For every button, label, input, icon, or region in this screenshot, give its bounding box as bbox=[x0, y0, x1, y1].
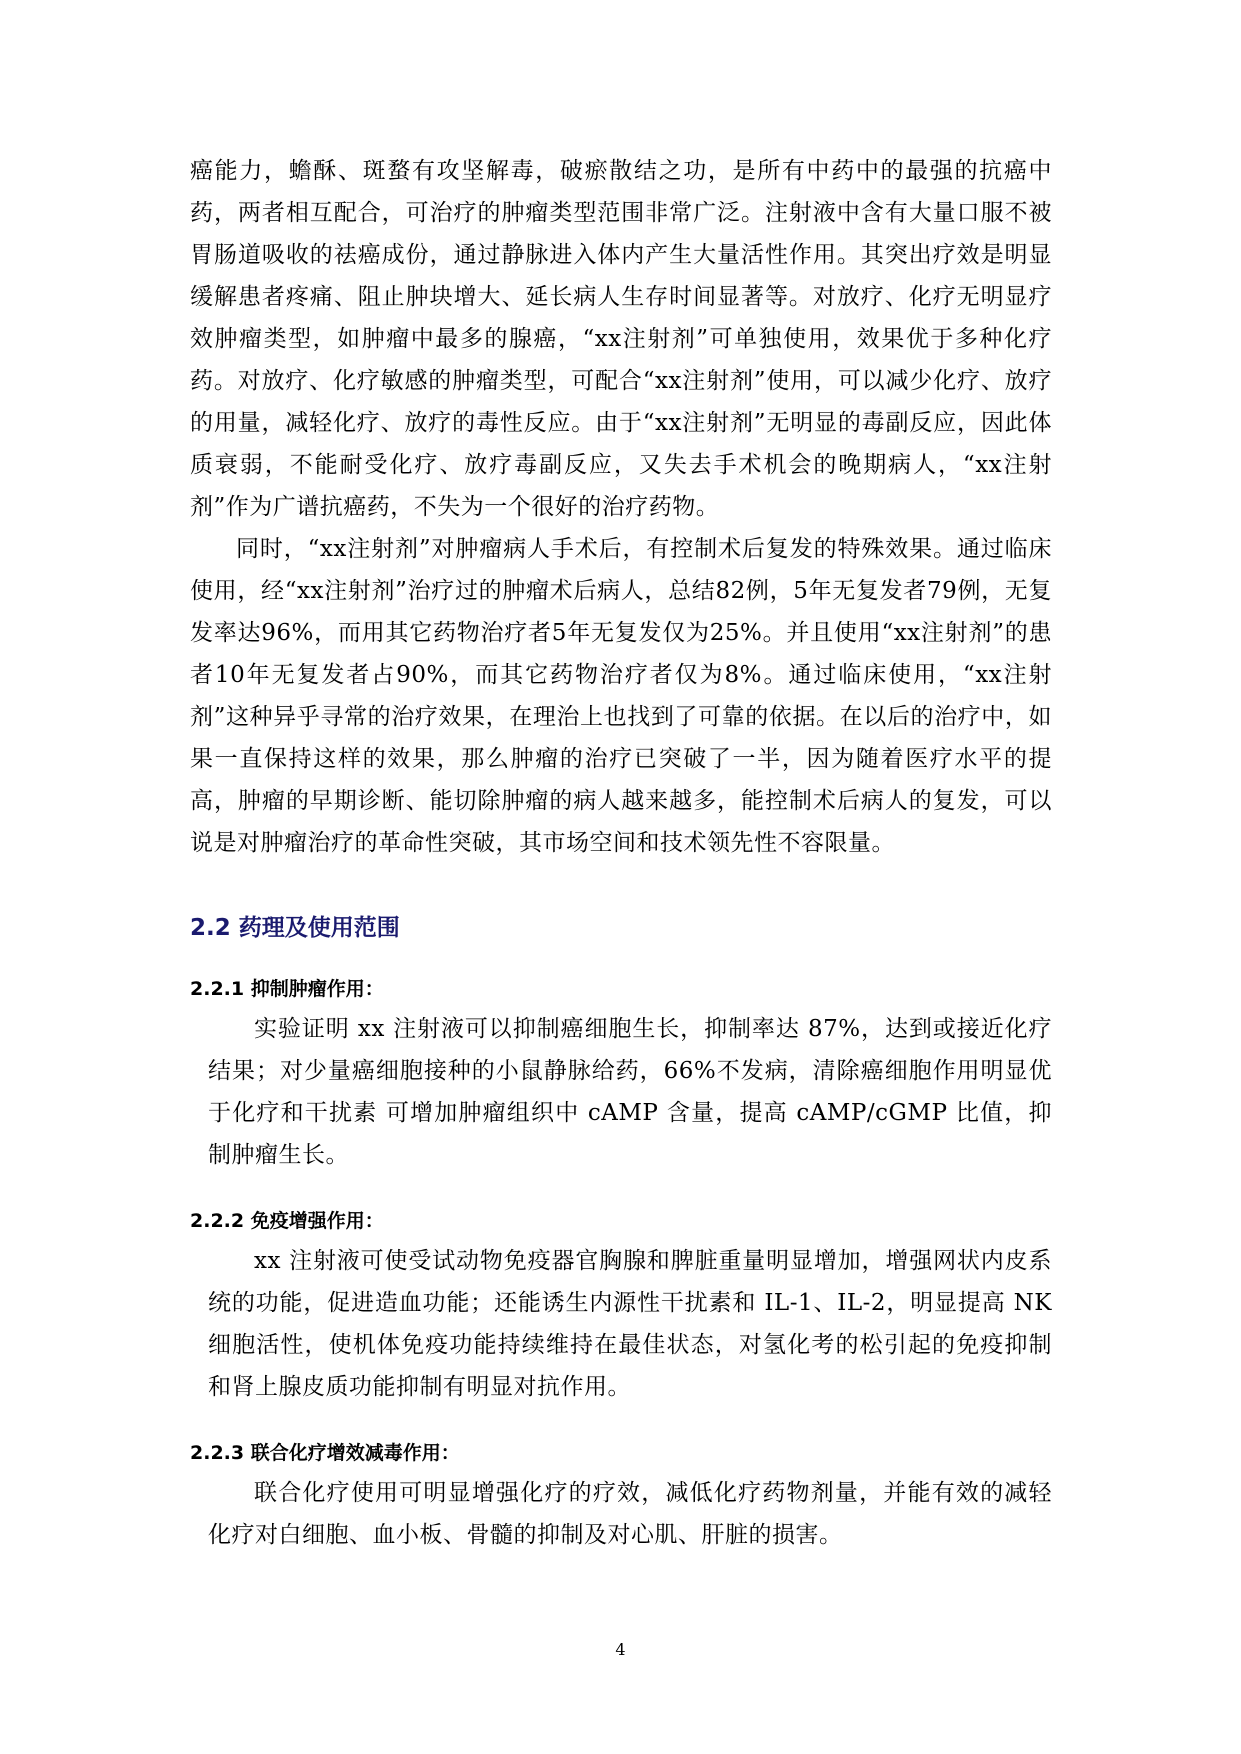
page-content bbox=[190, 150, 1052, 1556]
page-number: 4 bbox=[615, 1640, 626, 1659]
subsection-paragraph: 联合化疗使用可明显增强化疗的疗效，减低化疗药物剂量，并能有效的减轻化疗对白细胞、血小板、骨髓的抑制及对心肌、肝脏的损害。 bbox=[208, 1480, 1052, 1548]
subsection-paragraph: 实验证明 xx 注射液可以抑制癌细胞生长，抑制率达 87%，达到或接近化疗结果；对少量癌细胞接种的小鼠静脉给药，66%不发病，清除癌细胞作用明显优于化疗和干扰素 可增加肿瘤组织中 cAMP 含量，提高 cAMP/cGMP 比值，抑制肿瘤生长。 bbox=[208, 1016, 1052, 1168]
subsection-paragraph: xx 注射液可使受试动物免疫器官胸腺和脾脏重量明显增加，增强网状内皮系统的功能，促进造血功能；还能诱生内源性干扰素和 IL-1、IL-2，明显提高 NK 细胞活性，使机体免疫功能持续维持在最佳状态，对氢化考的松引起的免疫抑制和肾上腺皮质功能抑制有明显对抗作用。 bbox=[208, 1248, 1052, 1400]
subsection-heading: 2.2.3 联合化疗增效减毒作用： bbox=[190, 1442, 460, 1464]
section-heading: 2.2 药理及使用范围 bbox=[190, 915, 400, 941]
subsection-heading: 2.2.2 免疫增强作用： bbox=[190, 1210, 384, 1232]
body-paragraph: 同时，“xx注射剂”对肿瘤病人手术后，有控制术后复发的特殊效果。通过临床使用，经“xx注射剂”治疗过的肿瘤术后病人，总结82例，5年无复发者79例，无复发率达96%，而用其它药物治疗者5年无复发仅为25%。并且使用“xx注射剂”的患者10年无复发者占90%，而其它药物治疗者仅为8%。通过临床使用，“xx注射剂”这种异乎寻常的治疗效果，在理治上也找到了可靠的依据。在以后的治疗中，如果一直保持这样的效果，那么肿瘤的治疗已突破了一半，因为随着医疗水平的提高，肿瘤的早期诊断、能切除肿瘤的病人越来越多，能控制术后病人的复发，可以说是对肿瘤治疗的革命性突破，其市场空间和技术领先性不容限量。 bbox=[190, 536, 1052, 856]
subsection-heading: 2.2.1 抑制肿瘤作用： bbox=[190, 978, 384, 1000]
body-paragraph: 癌能力，蟾酥、斑蝥有攻坚解毒，破瘀散结之功，是所有中药中的最强的抗癌中药，两者相互配合，可治疗的肿瘤类型范围非常广泛。注射液中含有大量口服不被胃肠道吸收的祛癌成份，通过静脉进入体内产生大量活性作用。其突出疗效是明显缓解患者疼痛、阻止肿块增大、延长病人生存时间显著等。对放疗、化疗无明显疗效肿瘤类型，如肿瘤中最多的腺癌，“xx注射剂”可单独使用，效果优于多种化疗药。对放疗、化疗敏感的肿瘤类型，可配合“xx注射剂”使用，可以减少化疗、放疗的用量，减轻化疗、放疗的毒性反应。由于“xx注射剂”无明显的毒副反应，因此体质衰弱，不能耐受化疗、放疗毒副反应，又失去手术机会的晚期病人，“xx注射剂”作为广谱抗癌药，不失为一个很好的治疗药物。 bbox=[190, 158, 1052, 520]
